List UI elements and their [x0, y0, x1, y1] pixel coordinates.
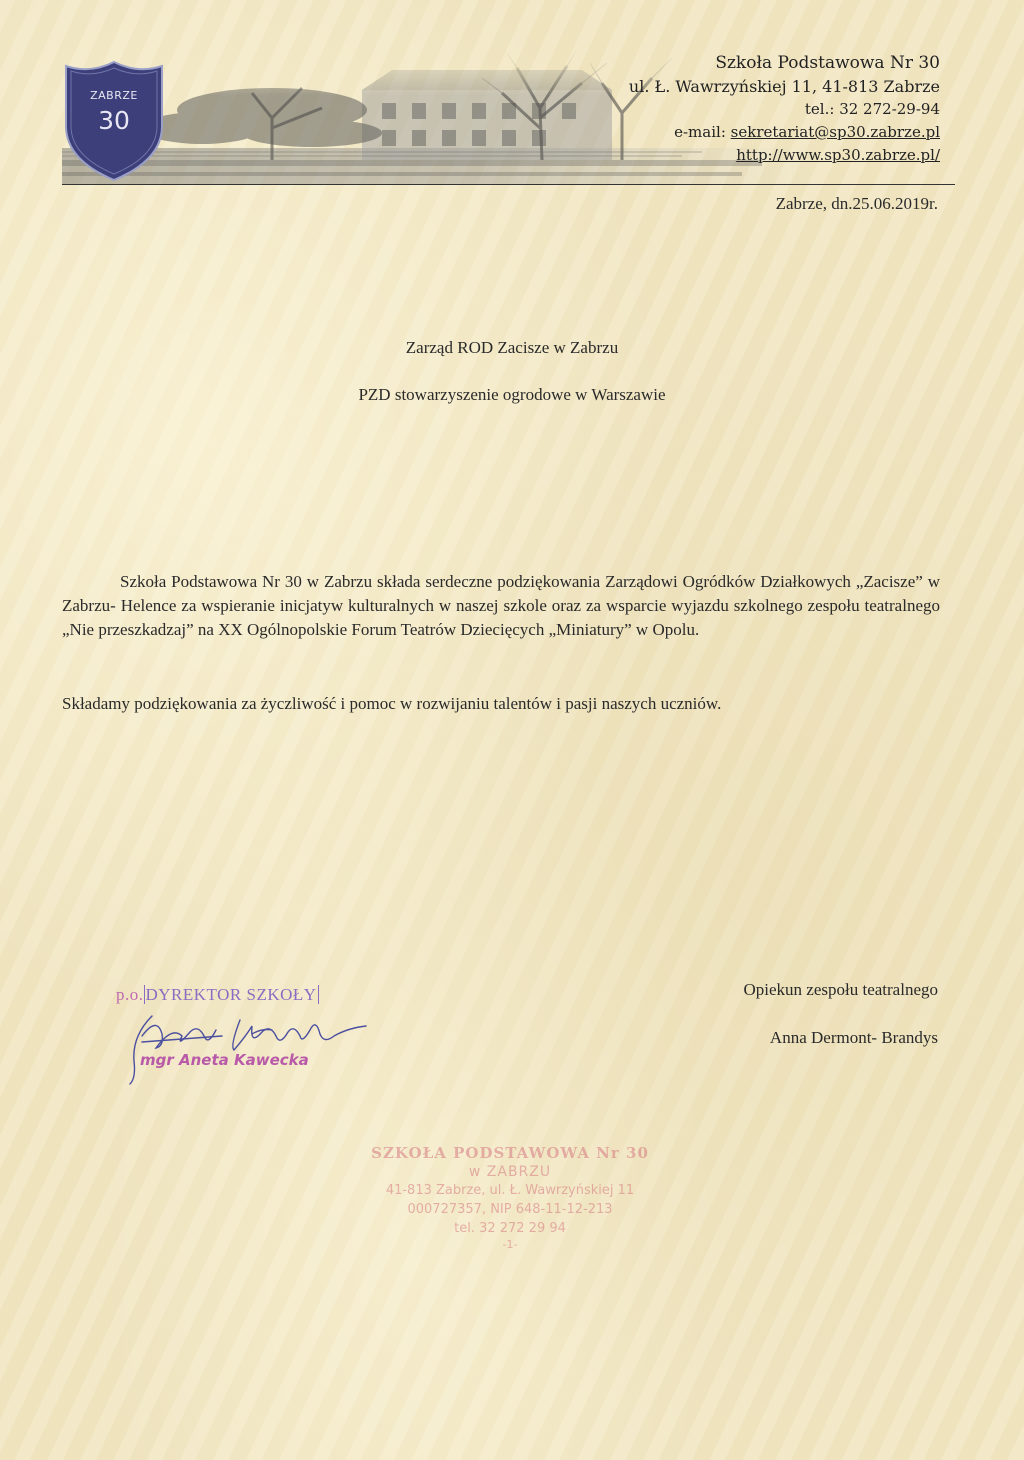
body-paragraph-2: Składamy podziękowania za życzliwość i pomoc w rozwijaniu talentów i pasji naszych uczniów.: [62, 694, 722, 713]
recipient-line-1: Zarząd ROD Zacisze w Zabrzu: [405, 338, 619, 357]
school-website: [629, 144, 940, 167]
stamp-line-2: w ZABRZU: [468, 1164, 552, 1180]
phone-label: tel.:: [804, 100, 835, 118]
stamp-line-6: -1-: [502, 1238, 518, 1251]
stamp-line-5: tel. 32 272 29 94: [454, 1221, 566, 1236]
school-address: ul. Ł. Wawrzyńskiej 11, 41-813 Zabrze: [628, 77, 940, 96]
letter-date: Zabrze, dn.25.06.2019r.: [775, 194, 938, 213]
phone-number: 32 272-29-94: [839, 100, 940, 118]
body-paragraph-1: Szkoła Podstawowa Nr 30 w Zabrzu składa serdeczne podziękowania Zarządowi Ogródków Działkowych „Zacisze” w Zabrzu- Helence za wspieranie inicjatyw kulturalnych w naszej szkole oraz za wsparcie wyjazdu szkolnego zespołu teatralnego „Nie przeszkadzaj” na XX Ogólnopolskie Forum Teatrów Dziecięcych „Miniatury” w Opolu.: [62, 572, 940, 639]
letter-body: [62, 570, 940, 642]
school-official-stamp: [300, 1143, 720, 1252]
school-phone: [629, 98, 940, 121]
director-title: DYREKTOR SZKOŁY: [145, 985, 317, 1004]
email-link[interactable]: sekretariat@sp30.zabrze.pl: [730, 123, 940, 141]
school-name: Szkoła Podstawowa Nr 30: [715, 53, 940, 73]
header-divider: [62, 184, 955, 185]
director-po: p.o.: [116, 985, 144, 1004]
email-label: e-mail:: [674, 123, 726, 141]
logo-city: ZABRZE: [90, 89, 138, 102]
supervisor-role: Opiekun zespołu teatralnego: [743, 980, 938, 999]
stamp-line-3: 41-813 Zabrze, ul. Ł. Wawrzyńskiej 11: [385, 1183, 635, 1198]
director-stamp-title: [116, 985, 319, 1005]
supervisor-name: Anna Dermont- Brandys: [769, 1028, 938, 1047]
director-name: mgr Aneta Kawecka: [140, 1051, 309, 1069]
handwritten-signature: [112, 1006, 392, 1086]
stamp-line-4: 000727357, NIP 648-11-12-213: [407, 1202, 613, 1217]
logo-number: 30: [98, 106, 130, 135]
website-link[interactable]: http://www.sp30.zabrze.pl/: [736, 146, 940, 164]
school-email: [629, 121, 940, 144]
school-letterhead: [629, 52, 940, 167]
recipient-line-2: PZD stowarzyszenie ogrodowe w Warszawie: [358, 385, 666, 404]
stamp-line-1: SZKOŁA PODSTAWOWA Nr 30: [371, 1144, 649, 1162]
